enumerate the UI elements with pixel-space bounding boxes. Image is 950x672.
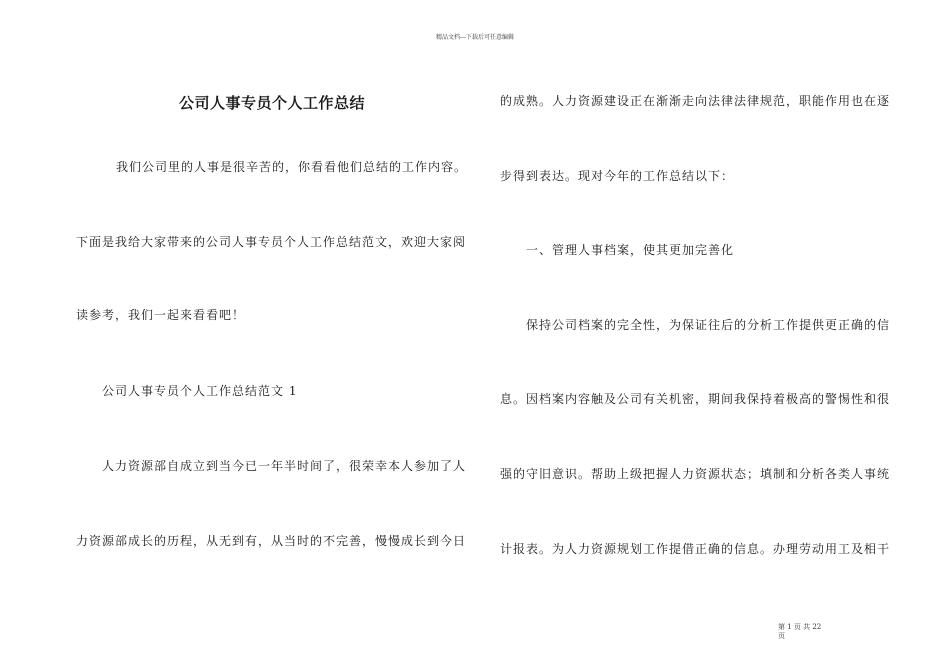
left-column: [76, 0, 468, 672]
section-heading: 公司人事专员个人工作总结范文 1: [102, 384, 298, 398]
right-column: [500, 0, 892, 672]
paragraph-line: 的成熟。人力资源建设正在渐渐走向法律法律规范，职能作用也在逐: [500, 94, 891, 108]
paragraph-line: 保持公司档案的完全性，为保证往后的分析工作提供更正确的信: [526, 318, 891, 332]
document-title: 公司人事专员个人工作总结: [178, 94, 365, 112]
section-heading: 一、管理人事档案，使其更加完善化: [526, 243, 735, 257]
paragraph-line: 读参考，我们一起来看看吧！: [76, 308, 246, 322]
page-number-line: 第 1 页 共 22: [778, 623, 822, 631]
paragraph-line: 计报表。为人力资源规划工作提借正确的信息。办理劳动用工及相干: [500, 542, 891, 556]
page-number-line: 页: [778, 632, 785, 640]
paragraph-line: 人力资源部自成立到当今已一年半时间了，很荣幸本人参加了人: [102, 459, 467, 473]
paragraph-line: 息。因档案内容触及公司有关机密，期间我保持着极高的警惕性和很: [500, 392, 891, 406]
header-note: 精品文档---下载后可任意编辑: [435, 34, 515, 41]
paragraph-line: 步得到表达。现对今年的工作总结以下：: [500, 169, 735, 183]
paragraph-line: 强的守旧意识。帮助上级把握人力资源状态；填制和分析各类人事统: [500, 467, 891, 481]
paragraph-line: 我们公司里的人事是很辛苦的，你看看他们总结的工作内容。: [116, 160, 468, 174]
paragraph-line: 力资源部成长的历程，从无到有，从当时的不完善，慢慢成长到今日: [76, 534, 467, 548]
paragraph-line: 下面是我给大家带来的公司人事专员个人工作总结范文，欢迎大家阅: [76, 235, 467, 249]
page-number: [778, 623, 848, 641]
